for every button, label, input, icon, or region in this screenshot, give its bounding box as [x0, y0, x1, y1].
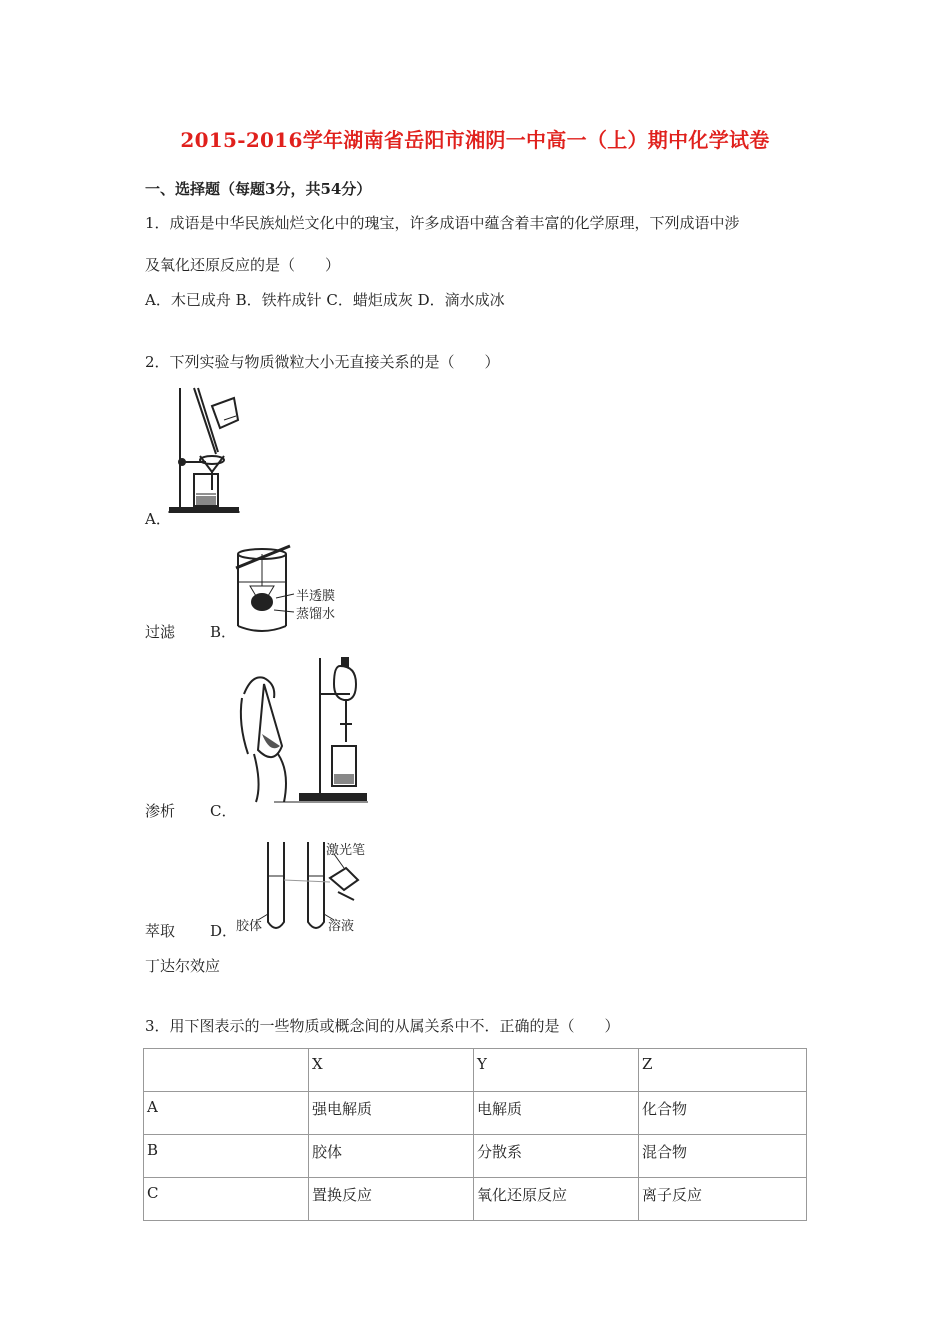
q2-option-b-label: B．	[210, 623, 237, 641]
q2-option-b-name: 渗析	[145, 802, 176, 820]
solution-label: 溶液	[328, 919, 355, 934]
distilled-water-label: 蒸馏水	[296, 607, 336, 622]
tyndall-effect-figure	[234, 838, 374, 938]
table-row	[144, 1178, 807, 1221]
q2-option-d-name: 丁达尔效应	[145, 957, 221, 975]
table-row	[144, 1135, 807, 1178]
q2-stem: 2．下列实验与物质微粒大小无直接关系的是（ ）	[145, 353, 500, 371]
table-cell: 化合物	[639, 1092, 807, 1135]
table-cell: Y	[474, 1049, 639, 1092]
exam-title: 2015-2016学年湖南省岳阳市湘阴一中高一（上）期中化学试卷	[180, 128, 770, 152]
section-heading: 一、选择题（每题3分，共54分）	[145, 180, 372, 198]
colloid-label: 胶体	[236, 919, 263, 934]
table-cell: 氧化还原反应	[474, 1178, 639, 1221]
membrane-label: 半透膜	[296, 589, 336, 604]
table-cell: 强电解质	[309, 1092, 474, 1135]
laser-pointer-label: 激光笔	[326, 843, 366, 858]
table-cell	[144, 1049, 309, 1092]
table-cell: 电解质	[474, 1092, 639, 1135]
q2-option-a-name: 过滤	[145, 623, 176, 641]
extraction-apparatus-figure	[234, 654, 374, 804]
table-cell: X	[309, 1049, 474, 1092]
q2-option-c-label: C．	[210, 802, 237, 820]
q2-option-a-label: A．	[145, 510, 171, 528]
table-cell: B	[144, 1135, 309, 1178]
q3-options-table	[143, 1048, 807, 1221]
table-cell: 混合物	[639, 1135, 807, 1178]
filtration-apparatus-figure	[166, 386, 246, 516]
q2-option-c-name: 萃取	[145, 922, 176, 940]
q1-stem-line1: 1．成语是中华民族灿烂文化中的瑰宝，许多成语中蕴含着丰富的化学原理，下列成语中涉	[145, 214, 740, 232]
table-cell: A	[144, 1092, 309, 1135]
table-cell: 置换反应	[309, 1178, 474, 1221]
q1-stem-line2: 及氧化还原反应的是（ ）	[145, 256, 341, 274]
q1-options: A．木已成舟 B．铁杵成针 C．蜡炬成灰 D．滴水成冰	[145, 291, 505, 309]
q2-option-d-label: D．	[210, 922, 238, 940]
table-cell: 离子反应	[639, 1178, 807, 1221]
table-cell: 分散系	[474, 1135, 639, 1178]
table-cell: Z	[639, 1049, 807, 1092]
q3-stem: 3．用下图表示的一些物质或概念间的从属关系中不．正确的是（ ）	[145, 1017, 620, 1035]
table-cell: 胶体	[309, 1135, 474, 1178]
table-header-row	[144, 1049, 807, 1092]
dialysis-apparatus-figure	[234, 544, 344, 634]
table-cell: C	[144, 1178, 309, 1221]
table-row	[144, 1092, 807, 1135]
